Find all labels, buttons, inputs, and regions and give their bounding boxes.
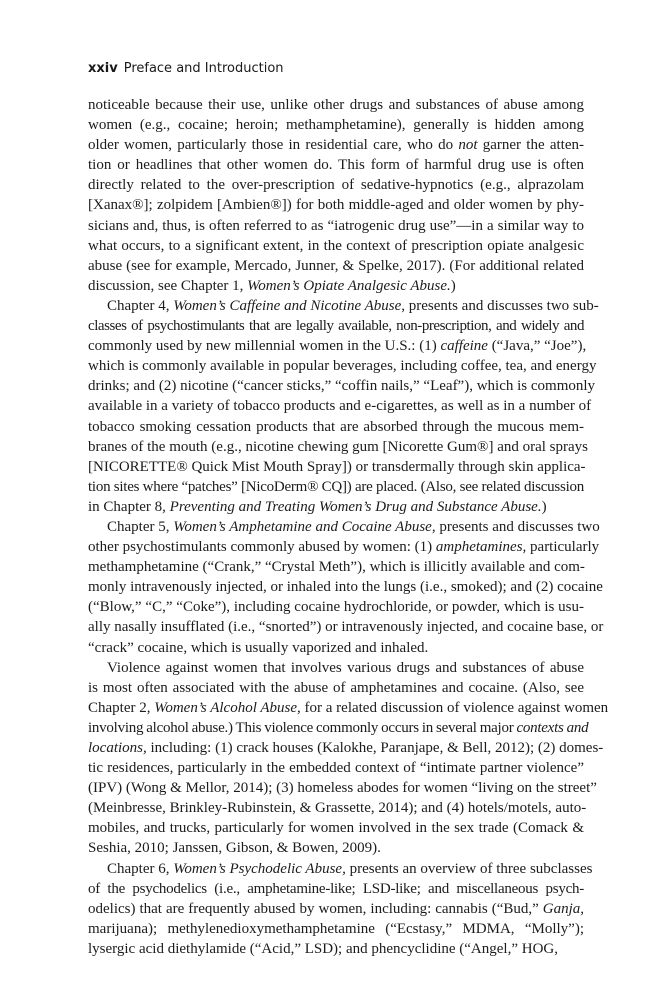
- paragraph: [88, 859, 593, 959]
- text-run: ): [541, 498, 547, 515]
- text-line: [88, 838, 584, 858]
- text-run: Seshia, 2010; Janssen, Gibson, & Bowen, 2009).: [88, 840, 381, 857]
- text-run: available in a variety of tobacco products and e-cigarettes, as well as in a number of: [88, 398, 592, 415]
- paragraph: [88, 658, 609, 859]
- text-run: marijuana); methylenedioxymethamphetamine (“Ecstasy,” MDMA, “Molly”);: [88, 920, 584, 937]
- text-line: [88, 778, 597, 798]
- text-line: [88, 638, 584, 658]
- page-number: xxiv: [88, 61, 118, 76]
- italic-text: amphetamines,: [435, 539, 527, 556]
- text-line: [88, 115, 584, 135]
- italic-text: not: [458, 137, 478, 154]
- text-line: [88, 195, 584, 215]
- running-title: Preface and Introduction: [123, 61, 284, 76]
- text-line: [88, 256, 584, 276]
- text-run: women (e.g., cocaine; heroin; methamphetamine), generally is hidden among: [88, 117, 584, 134]
- text-run: including: (1) crack houses (Kalokhe, Paranjape, & Bell, 2012); (2) domes-: [146, 740, 604, 756]
- text-line: [88, 939, 584, 959]
- italic-text: Ganja,: [542, 900, 584, 917]
- text-line: [88, 879, 584, 899]
- text-line: [88, 175, 584, 195]
- italic-text: caffeine: [440, 338, 488, 355]
- text-run: particularly: [526, 539, 600, 556]
- text-run: [Xanax®]; zolpidem [Ambien®]) for both middle-aged and older women by phy-: [88, 197, 584, 214]
- text-run: involving alcohol abuse.) This violence commonly occurs in several major: [88, 719, 517, 736]
- text-run: monly intravenously injected, or inhaled into the lungs (i.e., smoked); and (2) cocaine: [88, 579, 603, 596]
- text-run: Violence against women that involves various drugs and substances of abuse: [107, 659, 584, 676]
- text-line: [88, 477, 584, 497]
- text-line: [88, 678, 584, 698]
- text-line: [88, 557, 584, 577]
- text-run: presents an overview of three subclasses: [345, 860, 593, 877]
- text-line: [88, 417, 584, 437]
- paragraph: [88, 95, 584, 296]
- text-line: [88, 356, 597, 376]
- text-run: garner the atten-: [477, 137, 584, 154]
- text-run: Chapter 4,: [107, 297, 174, 314]
- text-run: tic residences, particularly in the embedded context of “intimate partner violence”: [88, 760, 584, 777]
- text-line: [88, 919, 584, 939]
- text-run: older women, particularly those in residential care, who do: [88, 137, 459, 154]
- text-line: [88, 517, 600, 537]
- text-run: lysergic acid diethylamide (“Acid,” LSD); and phencyclidine (“Angel,” HOG,: [88, 940, 558, 957]
- text-run: tion sites where “patches” [NicoDerm® CQ]) are placed. (Also, see related discussion: [88, 478, 584, 495]
- text-line: [88, 316, 584, 336]
- text-run: for a related discussion of violence against women: [300, 699, 609, 716]
- text-line: [88, 658, 584, 678]
- text-line: [88, 336, 587, 356]
- text-run: “crack” cocaine, which is usually vaporized and inhaled.: [88, 639, 429, 656]
- text-line: [88, 457, 584, 477]
- text-run: Chapter 5,: [107, 518, 174, 535]
- text-line: [88, 899, 584, 919]
- text-run: presents and discusses two: [435, 518, 600, 535]
- text-run: (“Blow,” “C,” “Coke”), including cocaine hydrochloride, or powder, which is usu-: [88, 599, 584, 616]
- text-line: [88, 135, 584, 155]
- text-line: [88, 95, 584, 115]
- italic-text: Women’s Caffeine and Nicotine Abuse,: [173, 297, 406, 314]
- text-line: [88, 236, 584, 256]
- text-line: [88, 738, 604, 758]
- text-line: [88, 597, 584, 617]
- text-run: mobiles, and trucks, particularly for women involved in the sex trade (Comack &: [88, 820, 584, 837]
- italic-text: Women’s Amphetamine and Cocaine Abuse,: [173, 518, 436, 535]
- italic-text: Women’s Opiate Analgesic Abuse.: [247, 277, 451, 294]
- text-line: [88, 396, 592, 416]
- text-run: methamphetamine (“Crank,” “Crystal Meth”), which is illicitly available and com-: [88, 559, 585, 576]
- italic-text: Preventing and Treating Women’s Drug and Substance Abuse.: [169, 498, 542, 515]
- text-line: [88, 276, 584, 296]
- text-line: [88, 216, 584, 236]
- text-line: [88, 437, 589, 457]
- text-line: [88, 758, 584, 778]
- italic-text: Women’s Psychodelic Abuse,: [173, 860, 346, 877]
- text-run: Chapter 6,: [107, 860, 174, 877]
- text-run: other psychostimulants commonly abused by women: (1): [88, 539, 436, 556]
- text-run: (IPV) (Wong & Mellor, 2014); (3) homeless abodes for women “living on the street”: [88, 780, 597, 797]
- text-line: [88, 617, 604, 637]
- text-line: [88, 859, 593, 879]
- text-run: is most often associated with the abuse of amphetamines and cocaine. (Also, see: [88, 679, 584, 696]
- text-run: tobacco smoking cessation products that are absorbed through the mucous mem-: [88, 418, 584, 435]
- text-run: which is commonly available in popular beverages, including coffee, tea, and energy: [88, 358, 597, 375]
- body-text: [88, 95, 609, 959]
- text-run: branes of the mouth (e.g., nicotine chewing gum [Nicorette Gum®] and oral sprays: [88, 438, 589, 455]
- text-run: ally nasally insufflated (i.e., “snorted”) or intravenously injected, and cocaine base, or: [88, 619, 604, 636]
- text-run: odelics) that are frequently abused by women, including: cannabis (“Bud,”: [88, 900, 543, 917]
- text-run: discussion, see Chapter 1,: [88, 277, 248, 294]
- text-run: directly related to the over-prescription of sedative-hypnotics (e.g., alprazolam: [88, 177, 584, 194]
- text-run: noticeable because their use, unlike other drugs and substances of abuse among: [88, 97, 584, 113]
- paragraph: [88, 517, 604, 658]
- text-run: [NICORETTE® Quick Mist Mouth Spray]) or transdermally through skin applica-: [88, 458, 586, 475]
- text-line: [88, 497, 584, 517]
- text-line: [88, 818, 584, 838]
- italic-text: Women’s Alcohol Abuse,: [154, 699, 301, 716]
- italic-text: locations,: [88, 740, 147, 756]
- text-line: [88, 537, 600, 557]
- text-line: [88, 798, 587, 818]
- text-run: classes of psychostimulants that are legally available, non-prescription, and widely and: [88, 318, 584, 335]
- text-line: [88, 155, 584, 175]
- text-line: [88, 296, 599, 316]
- text-run: what occurs, to a significant extent, in the context of prescription opiate analgesic: [88, 237, 584, 254]
- paragraph: [88, 296, 599, 517]
- text-run: ): [450, 277, 456, 294]
- text-line: [88, 376, 596, 396]
- text-run: presents and discusses two sub-: [405, 297, 599, 314]
- text-line: [88, 577, 603, 597]
- text-run: in Chapter 8,: [88, 498, 170, 515]
- text-run: sicians and, thus, is often referred to as “iatrogenic drug use”—in a similar way to: [88, 217, 584, 234]
- running-head: [88, 61, 284, 76]
- text-run: (Meinbresse, Brinkley-Rubinstein, & Grassette, 2014); and (4) hotels/motels, auto-: [88, 800, 587, 817]
- text-line: [88, 698, 609, 718]
- text-run: (“Java,” “Joe”),: [487, 338, 587, 355]
- text-run: Chapter 2,: [88, 699, 155, 716]
- text-run: tion or headlines that other women do. This form of harmful drug use is often: [88, 157, 584, 174]
- text-run: drinks; and (2) nicotine (“cancer sticks,” “coffin nails,” “Leaf”), which is commonly: [88, 378, 596, 395]
- text-run: abuse (see for example, Mercado, Junner, & Spelke, 2017). (For additional related: [88, 257, 584, 274]
- text-line: [88, 718, 589, 738]
- text-run: of the psychodelics (i.e., amphetamine-like; LSD-like; and miscellaneous psych-: [88, 880, 584, 897]
- text-run: commonly used by new millennial women in the U.S.: (1): [88, 338, 441, 355]
- italic-text: contexts and: [516, 719, 589, 736]
